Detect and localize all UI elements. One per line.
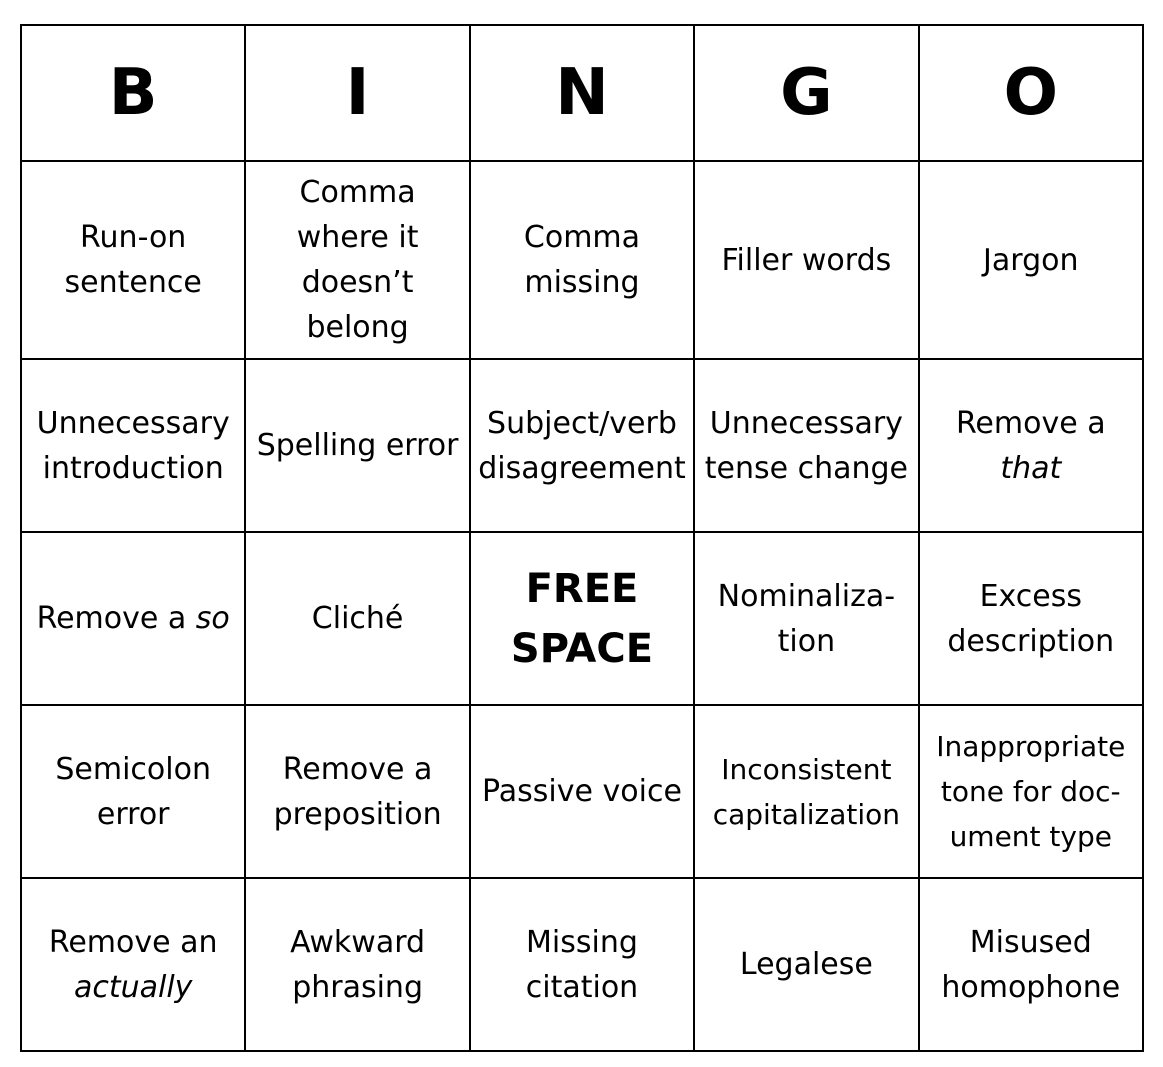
cell-label: Spelling error: [256, 428, 459, 463]
bingo-cell[interactable]: [245, 705, 469, 878]
header-letter-o: O: [919, 25, 1143, 161]
bingo-cell[interactable]: [21, 532, 245, 705]
bingo-row: [21, 359, 1143, 532]
cell-label: Awkward phrasing: [290, 924, 426, 1005]
bingo-cell[interactable]: [21, 705, 245, 878]
cell-label-italic: that: [1000, 450, 1062, 486]
bingo-cell[interactable]: [245, 359, 469, 532]
cell-label-plain: Remove a: [955, 405, 1106, 441]
cell-label: Comma missing: [523, 220, 641, 300]
bingo-cell[interactable]: [694, 359, 918, 532]
cell-label-plain: Remove an: [48, 924, 218, 960]
free-space-label: FREE SPACE: [510, 565, 654, 672]
cell-label-italic: so: [195, 601, 230, 636]
free-space-cell[interactable]: [470, 532, 694, 705]
bingo-cell[interactable]: [21, 878, 245, 1051]
bingo-row: [21, 161, 1143, 359]
header-letter-n: N: [470, 25, 694, 161]
cell-label: Missing citation: [525, 924, 639, 1005]
cell-label: [37, 601, 230, 636]
bingo-cell[interactable]: [694, 705, 918, 878]
cell-label: Unnecessary tense change: [704, 405, 908, 486]
cell-label: Cliché: [311, 601, 404, 636]
bingo-row: [21, 705, 1143, 878]
cell-label: Semicolon error: [55, 751, 211, 832]
bingo-cell[interactable]: [245, 161, 469, 359]
cell-label-italic: actually: [73, 969, 193, 1005]
cell-label: Unnecessary introduction: [36, 405, 230, 486]
header-letter-i: I: [245, 25, 469, 161]
cell-label: Jargon: [983, 242, 1079, 278]
bingo-cell[interactable]: [21, 161, 245, 359]
bingo-cell[interactable]: [919, 359, 1143, 532]
cell-label: [956, 406, 1106, 486]
bingo-cell[interactable]: [245, 878, 469, 1051]
cell-label: [49, 925, 218, 1005]
cell-label: Legalese: [739, 947, 873, 982]
cell-label: Inappropriate tone for doc- ument type: [936, 730, 1126, 853]
header-letter-b: B: [21, 25, 245, 161]
bingo-cell[interactable]: [919, 161, 1143, 359]
cell-label: Inconsistent capitalization: [712, 752, 901, 831]
cell-label: Nominaliza- tion: [717, 578, 896, 659]
bingo-board: [20, 24, 1144, 1052]
bingo-row: [21, 532, 1143, 705]
bingo-cell[interactable]: [470, 359, 694, 532]
cell-label: Run-on sentence: [64, 220, 202, 300]
bingo-cell[interactable]: [919, 705, 1143, 878]
bingo-cell[interactable]: [21, 359, 245, 532]
bingo-row: [21, 878, 1143, 1051]
cell-label: Misused homophone: [941, 924, 1121, 1005]
bingo-cell[interactable]: [919, 532, 1143, 705]
cell-label: Subject/verb disagreement: [478, 405, 686, 486]
cell-label: Filler words: [721, 242, 892, 278]
cell-label-plain: Remove a: [36, 601, 196, 636]
bingo-cell[interactable]: [919, 878, 1143, 1051]
bingo-cell[interactable]: [470, 878, 694, 1051]
cell-label: Remove a preposition: [273, 751, 442, 832]
bingo-cell[interactable]: [694, 532, 918, 705]
bingo-cell[interactable]: [694, 161, 918, 359]
cell-label: Excess description: [947, 578, 1115, 659]
bingo-cell[interactable]: [245, 532, 469, 705]
bingo-cell[interactable]: [470, 161, 694, 359]
bingo-cell[interactable]: [470, 705, 694, 878]
bingo-cell[interactable]: [694, 878, 918, 1051]
cell-label: Passive voice: [482, 774, 682, 809]
header-letter-g: G: [694, 25, 918, 161]
header-row: [21, 25, 1143, 161]
cell-label: Comma where it doesn’t belong: [296, 175, 419, 345]
